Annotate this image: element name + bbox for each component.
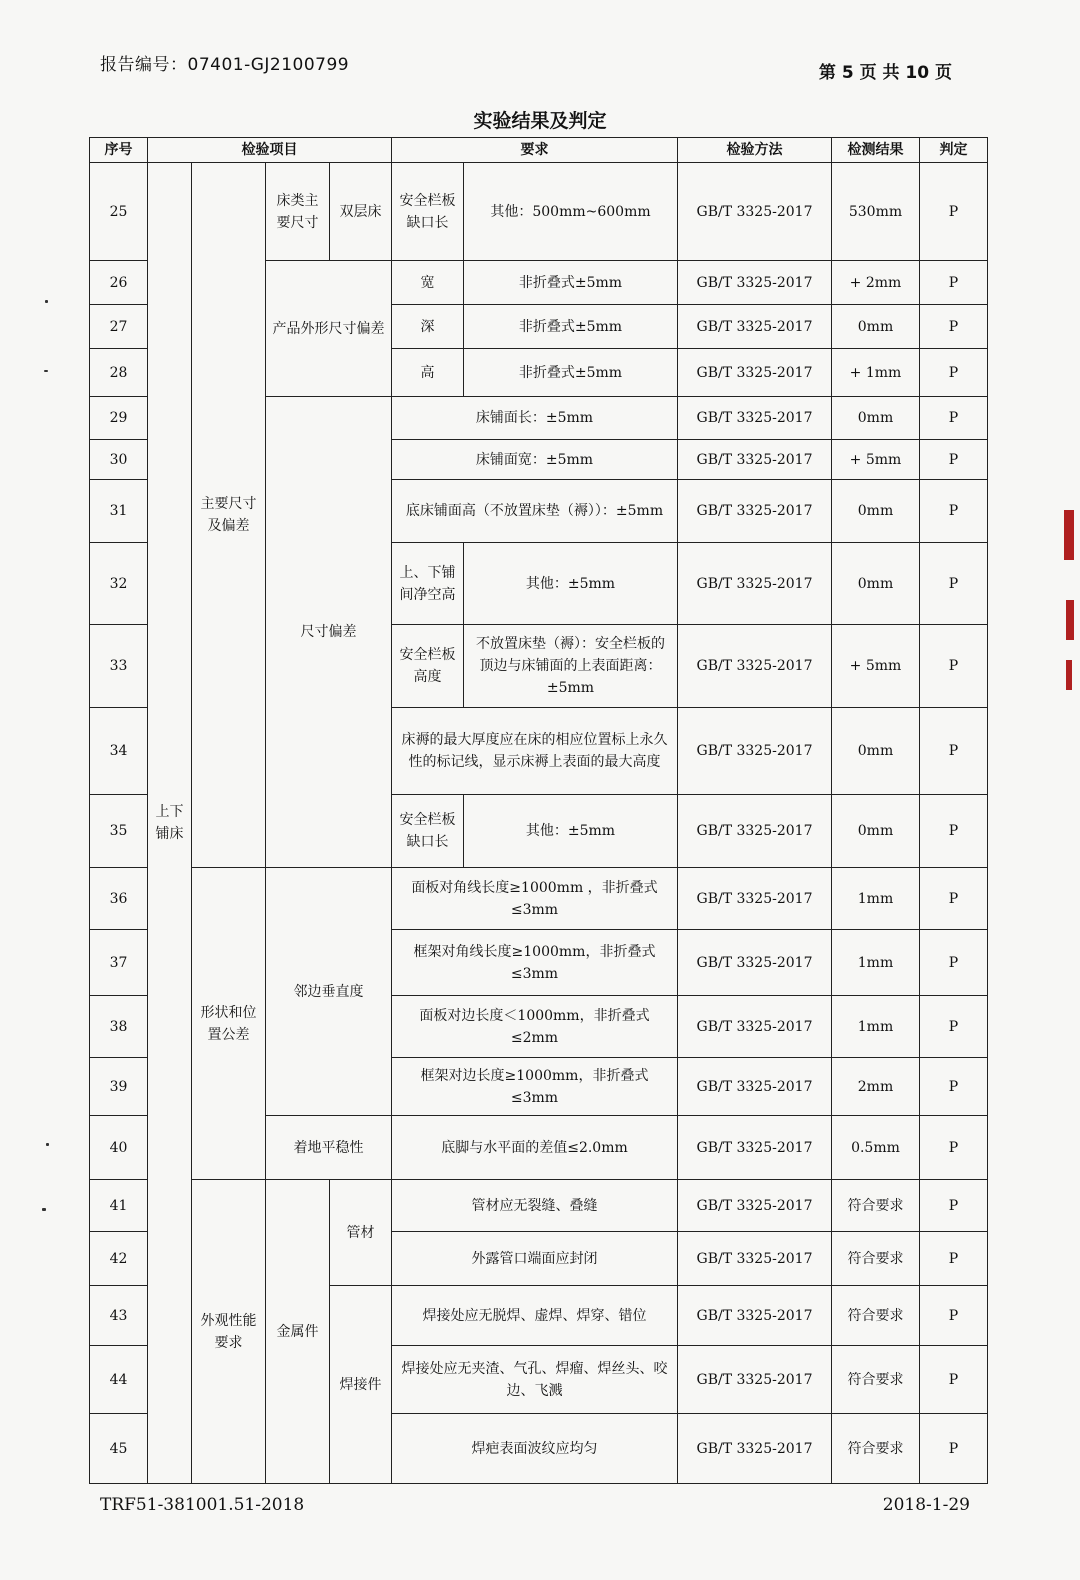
requirement: 外露管口端面应封闭: [392, 1232, 678, 1286]
requirement: 非折叠式±5mm: [464, 305, 678, 349]
method: GB/T 3325-2017: [678, 480, 832, 543]
category-shape-position: 形状和位置公差: [192, 868, 266, 1180]
results-table: [89, 137, 988, 1484]
header-requirement: 要求: [392, 138, 678, 163]
method: GB/T 3325-2017: [678, 795, 832, 868]
result: 0mm: [832, 795, 920, 868]
stamp-fragment: [1066, 660, 1072, 690]
adjacent-perpendicularity-label: 邻边垂直度: [266, 868, 392, 1116]
row-no: 27: [90, 305, 148, 349]
document-title: 实验结果及判定: [473, 110, 607, 132]
row-no: 35: [90, 795, 148, 868]
table-row: [90, 163, 988, 261]
header-seq: 序号: [90, 138, 148, 163]
method: GB/T 3325-2017: [678, 625, 832, 708]
method: GB/T 3325-2017: [678, 708, 832, 795]
row-no: 28: [90, 349, 148, 397]
row-no: 29: [90, 397, 148, 440]
result: 2mm: [832, 1058, 920, 1116]
result: 0.5mm: [832, 1116, 920, 1180]
double-bed-label: 双层床: [330, 163, 392, 261]
depth-label: 深: [392, 305, 464, 349]
requirement: 底脚与水平面的差值≤2.0mm: [392, 1116, 678, 1180]
result: 1mm: [832, 868, 920, 930]
row-no: 25: [90, 163, 148, 261]
judgment: P: [920, 1414, 988, 1484]
header-result: 检测结果: [832, 138, 920, 163]
result: + 1mm: [832, 349, 920, 397]
row-no: 41: [90, 1180, 148, 1232]
result: 0mm: [832, 543, 920, 625]
category-appearance: 外观性能要求: [192, 1180, 266, 1484]
judgment: P: [920, 1116, 988, 1180]
requirement: 面板对角线长度≥1000mm ，非折叠式≤3mm: [392, 868, 678, 930]
requirement: 床铺面长：±5mm: [392, 397, 678, 440]
requirement: 不放置床垫（褥）：安全栏板的顶边与床铺面的上表面距离：±5mm: [464, 625, 678, 708]
row-no: 31: [90, 480, 148, 543]
row-no: 44: [90, 1346, 148, 1414]
rail-gap-label: 安全栏板缺口长: [392, 795, 464, 868]
method: GB/T 3325-2017: [678, 1058, 832, 1116]
height-label: 高: [392, 349, 464, 397]
judgment: P: [920, 397, 988, 440]
requirement: 非折叠式±5mm: [464, 261, 678, 305]
judgment: P: [920, 996, 988, 1058]
pipe-label: 管材: [330, 1180, 392, 1286]
judgment: P: [920, 1232, 988, 1286]
header-judgment: 判定: [920, 138, 988, 163]
judgment: P: [920, 543, 988, 625]
method: GB/T 3325-2017: [678, 1116, 832, 1180]
requirement: 非折叠式±5mm: [464, 349, 678, 397]
requirement: 面板对边长度＜1000mm，非折叠式≤2mm: [392, 996, 678, 1058]
result: 0mm: [832, 480, 920, 543]
row-no: 32: [90, 543, 148, 625]
rail-gap-label: 安全栏板缺口长: [392, 163, 464, 261]
outer-size-deviation-label: 产品外形尺寸偏差: [266, 261, 392, 397]
requirement: 焊接处应无脱焊、虚焊、焊穿、错位: [392, 1286, 678, 1346]
page-number: 第 5 页 共 10 页: [818, 63, 952, 83]
requirement: 框架对边长度≥1000mm，非折叠式≤3mm: [392, 1058, 678, 1116]
footer-date: 2018-1-29: [882, 1495, 970, 1515]
requirement: 焊疤表面波纹应均匀: [392, 1414, 678, 1484]
header-item: 检验项目: [148, 138, 392, 163]
row-no: 37: [90, 930, 148, 996]
stamp-fragment: [1066, 600, 1074, 640]
row-no: 40: [90, 1116, 148, 1180]
result: 0mm: [832, 397, 920, 440]
judgment: P: [920, 163, 988, 261]
requirement: 其他：±5mm: [464, 543, 678, 625]
judgment: P: [920, 480, 988, 543]
judgment: P: [920, 625, 988, 708]
bed-main-size-label: 床类主要尺寸: [266, 163, 330, 261]
method: GB/T 3325-2017: [678, 868, 832, 930]
judgment: P: [920, 349, 988, 397]
scan-speck: [45, 300, 48, 303]
result: 0mm: [832, 708, 920, 795]
method: GB/T 3325-2017: [678, 349, 832, 397]
judgment: P: [920, 708, 988, 795]
row-no: 36: [90, 868, 148, 930]
metal-parts-label: 金属件: [266, 1180, 330, 1484]
result: 530mm: [832, 163, 920, 261]
table-row: [90, 868, 988, 930]
judgment: P: [920, 868, 988, 930]
requirement: 床褥的最大厚度应在床的相应位置标上永久性的标记线，显示床褥上表面的最大高度: [392, 708, 678, 795]
scan-speck: [46, 1143, 49, 1146]
method: GB/T 3325-2017: [678, 163, 832, 261]
method: GB/T 3325-2017: [678, 1286, 832, 1346]
result: 符合要求: [832, 1346, 920, 1414]
scan-speck: [42, 1208, 46, 1211]
result: 符合要求: [832, 1232, 920, 1286]
method: GB/T 3325-2017: [678, 1180, 832, 1232]
requirement: 焊接处应无夹渣、气孔、焊瘤、焊丝头、咬边、飞溅: [392, 1346, 678, 1414]
method: GB/T 3325-2017: [678, 1414, 832, 1484]
result: + 5mm: [832, 440, 920, 480]
category-bunk-bed: 上下铺床: [148, 163, 192, 1484]
result: 1mm: [832, 996, 920, 1058]
judgment: P: [920, 261, 988, 305]
result: + 5mm: [832, 625, 920, 708]
judgment: P: [920, 1180, 988, 1232]
header-row: [90, 138, 988, 163]
row-no: 26: [90, 261, 148, 305]
header-method: 检验方法: [678, 138, 832, 163]
rail-height-label: 安全栏板高度: [392, 625, 464, 708]
ground-stability-label: 着地平稳性: [266, 1116, 392, 1180]
table-row: [90, 1180, 988, 1232]
requirement: 床铺面宽：±5mm: [392, 440, 678, 480]
scan-speck: [44, 370, 48, 372]
judgment: P: [920, 1346, 988, 1414]
form-code: TRF51-381001.51-2018: [100, 1495, 305, 1515]
row-no: 42: [90, 1232, 148, 1286]
method: GB/T 3325-2017: [678, 397, 832, 440]
size-deviation-label: 尺寸偏差: [266, 397, 392, 868]
method: GB/T 3325-2017: [678, 996, 832, 1058]
category-main-dimensions: 主要尺寸及偏差: [192, 163, 266, 868]
stamp-fragment: [1064, 510, 1074, 560]
row-no: 39: [90, 1058, 148, 1116]
judgment: P: [920, 305, 988, 349]
judgment: P: [920, 930, 988, 996]
judgment: P: [920, 440, 988, 480]
requirement: 其他：500mm~600mm: [464, 163, 678, 261]
method: GB/T 3325-2017: [678, 261, 832, 305]
result: 符合要求: [832, 1180, 920, 1232]
method: GB/T 3325-2017: [678, 543, 832, 625]
result: 1mm: [832, 930, 920, 996]
result: 0mm: [832, 305, 920, 349]
row-no: 34: [90, 708, 148, 795]
judgment: P: [920, 795, 988, 868]
method: GB/T 3325-2017: [678, 1232, 832, 1286]
weld-parts-label: 焊接件: [330, 1286, 392, 1484]
row-no: 33: [90, 625, 148, 708]
requirement: 底床铺面高（不放置床垫（褥））：±5mm: [392, 480, 678, 543]
judgment: P: [920, 1058, 988, 1116]
judgment: P: [920, 1286, 988, 1346]
requirement: 框架对角线长度≥1000mm，非折叠式≤3mm: [392, 930, 678, 996]
requirement: 管材应无裂缝、叠缝: [392, 1180, 678, 1232]
requirement: 其他：±5mm: [464, 795, 678, 868]
row-no: 43: [90, 1286, 148, 1346]
width-label: 宽: [392, 261, 464, 305]
method: GB/T 3325-2017: [678, 1346, 832, 1414]
result: 符合要求: [832, 1286, 920, 1346]
row-no: 38: [90, 996, 148, 1058]
report-number: 报告编号：07401-GJ2100799: [100, 55, 350, 75]
method: GB/T 3325-2017: [678, 930, 832, 996]
bunk-clearance-label: 上、下铺间净空高: [392, 543, 464, 625]
method: GB/T 3325-2017: [678, 440, 832, 480]
row-no: 45: [90, 1414, 148, 1484]
row-no: 30: [90, 440, 148, 480]
result: + 2mm: [832, 261, 920, 305]
result: 符合要求: [832, 1414, 920, 1484]
method: GB/T 3325-2017: [678, 305, 832, 349]
